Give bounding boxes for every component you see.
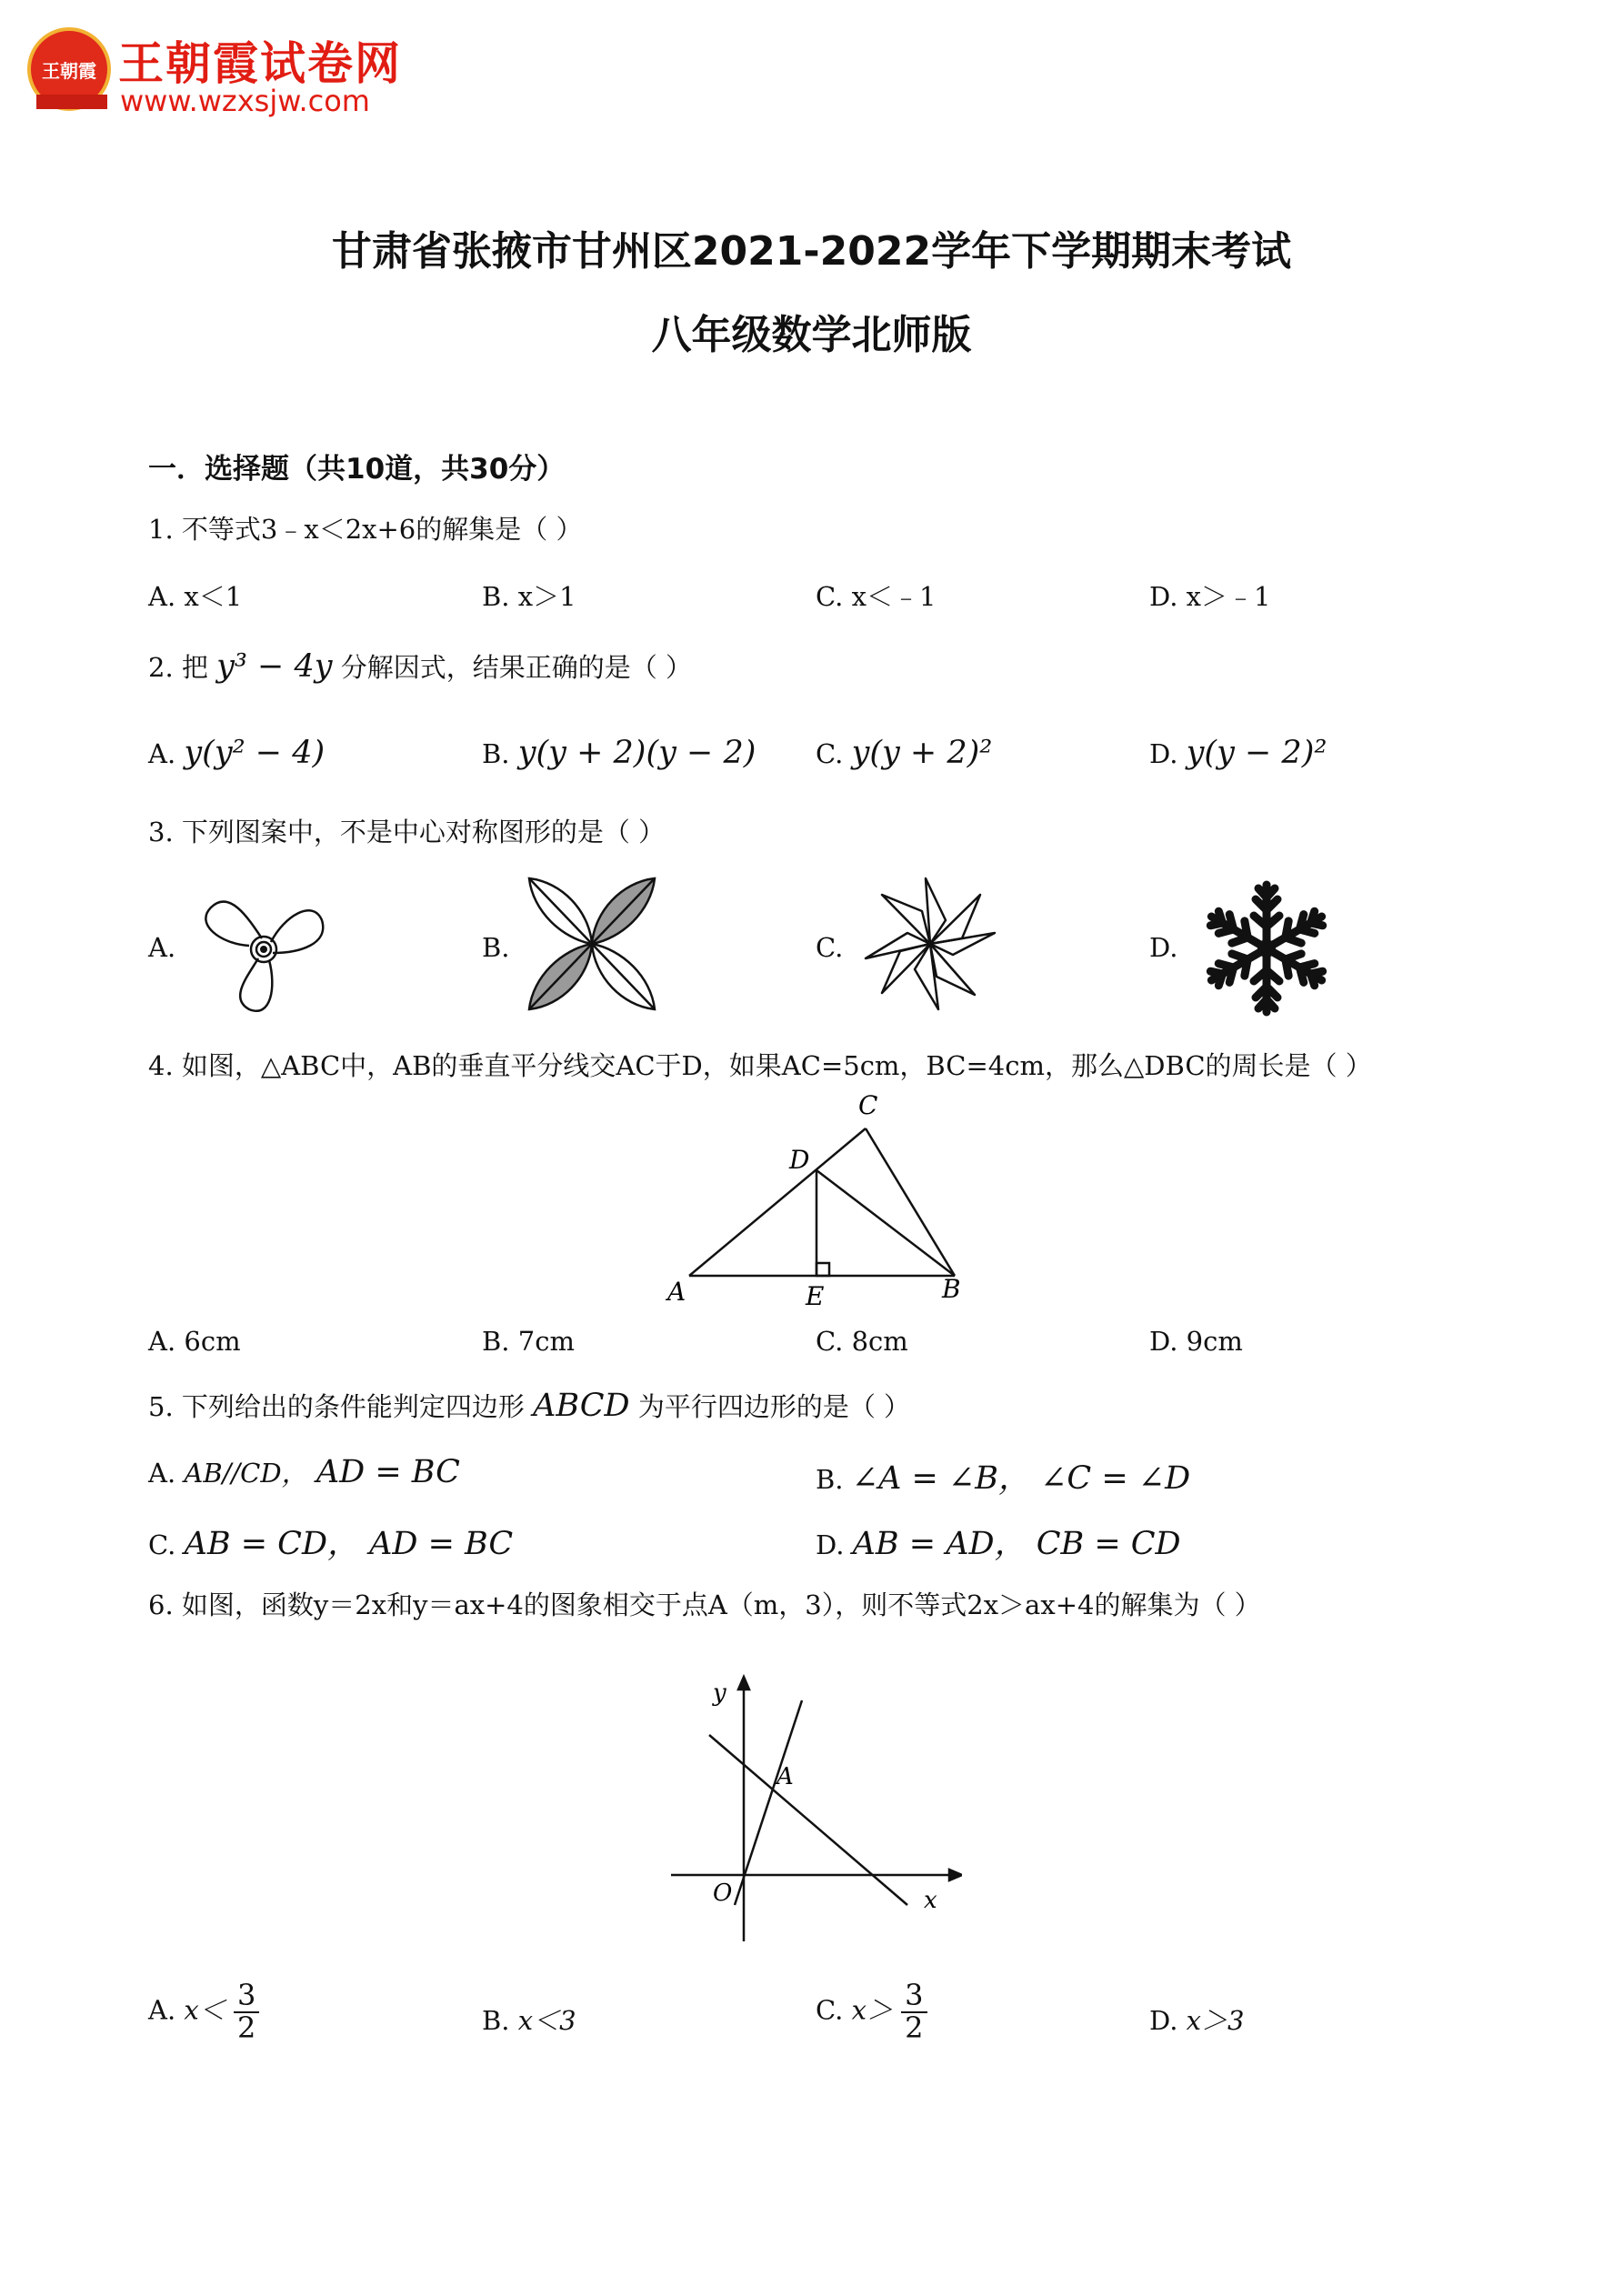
q5-stem-prefix: 5. 下列给出的条件能判定四边形 — [148, 1391, 525, 1422]
page-title: 甘肃省张掖市甘州区2021-2022学年下学期期末考试 — [331, 228, 1292, 275]
q5-stem-suffix: 为平行四边形的是（ ） — [637, 1391, 911, 1422]
four-petal-icon — [526, 875, 658, 1013]
q4-option-c: C. 8cm — [816, 1326, 908, 1357]
segment-ac — [689, 1128, 866, 1276]
q2-option-b — [482, 735, 756, 771]
fraction-numerator: 3 — [234, 1980, 259, 2013]
q2-option-a-letter: A. — [148, 738, 176, 769]
label-origin: O — [713, 1880, 733, 1907]
q2-option-b-letter: B. — [482, 738, 510, 769]
label-d: D — [789, 1145, 810, 1175]
q5-option-c-math: AB = CD， AD = BC — [184, 1526, 514, 1562]
label-point-a: A — [776, 1763, 794, 1790]
label-a: A — [667, 1277, 686, 1307]
q2-option-a — [148, 735, 325, 771]
question-4-stem: 4. 如图，△ABC中，AB的垂直平分线交AC于D，如果AC=5cm，BC=4cm，那么△DBC的周长是（ ） — [148, 1050, 1372, 1081]
q3-option-b-letter: B. — [482, 932, 510, 963]
q5-option-d-math: AB = AD， CB = CD — [852, 1526, 1181, 1562]
q5-option-d — [816, 1519, 1181, 1564]
q5-stem-math: ABCD — [533, 1388, 630, 1424]
question-2-stem — [148, 647, 692, 685]
label-b: B — [942, 1274, 961, 1304]
q2-option-c-math: y(y + 2)² — [851, 735, 993, 771]
logo-ribbon — [36, 95, 107, 109]
snowflake-icon — [1198, 880, 1335, 1017]
q2-option-d-letter: D. — [1149, 738, 1178, 769]
q5-option-b-letter: B. — [816, 1464, 844, 1495]
q6-option-c-letter: C. — [816, 1994, 844, 2026]
q6-option-c — [816, 1980, 927, 2043]
q1-option-c: C. x＜﹣1 — [816, 581, 937, 612]
segment-cb — [866, 1128, 955, 1276]
q3-option-c-letter: C. — [816, 932, 844, 963]
q6-option-c-prefix: x＞ — [851, 1994, 893, 2026]
q6-option-c-fraction — [901, 1980, 927, 2043]
q5-option-a-math: AD = BC — [316, 1454, 460, 1490]
fraction-numerator: 3 — [901, 1980, 927, 2013]
q5-option-a-letter: A. — [148, 1458, 176, 1489]
q1-option-d: D. x＞﹣1 — [1149, 581, 1271, 612]
q1-option-b: B. x＞1 — [482, 581, 576, 612]
q3-option-a-letter: A. — [148, 932, 176, 963]
q2-stem-math: y³ − 4y — [216, 648, 333, 685]
q2-option-d — [1149, 735, 1327, 771]
q2-option-c — [816, 735, 992, 771]
page-subtitle: 八年级数学北师版 — [651, 312, 972, 358]
q6-option-a — [148, 1980, 259, 2043]
q6-option-b — [482, 2000, 576, 2038]
y-axis-arrow — [738, 1677, 749, 1689]
q5-option-a-text: AB//CD， — [184, 1458, 308, 1489]
q2-stem-suffix: 分解因式，结果正确的是（ ） — [340, 652, 692, 683]
question-3-stem: 3. 下列图案中，不是中心对称图形的是（ ） — [148, 817, 666, 847]
logo-name: 王朝霞试卷网 — [118, 37, 402, 90]
question-6-stem: 6. 如图，函数y＝2x和y＝ax+4的图象相交于点A（m，3），则不等式2x＞ax+4的解集为（ ） — [148, 1589, 1261, 1620]
q6-option-b-text: x＜3 — [517, 2005, 576, 2036]
label-y-axis: y — [713, 1679, 726, 1707]
logo-url: www.wzxsjw.com — [120, 84, 370, 118]
q6-option-d — [1149, 2000, 1244, 2038]
pinwheel-icon — [862, 875, 998, 1013]
fraction-denominator: 2 — [236, 2010, 256, 2045]
q6-option-d-text: x＞3 — [1186, 2005, 1245, 2036]
q2-option-d-math: y(y − 2)² — [1186, 735, 1327, 771]
q6-option-a-letter: A. — [148, 1994, 176, 2026]
label-e: E — [806, 1281, 825, 1309]
q6-option-d-letter: D. — [1149, 2005, 1178, 2036]
line-y-ax-plus-4 — [709, 1735, 907, 1905]
q2-stem-prefix: 2. 把 — [148, 652, 208, 683]
q4-option-d: D. 9cm — [1149, 1326, 1243, 1357]
q6-option-a-fraction — [234, 1980, 259, 2043]
q1-option-a: A. x＜1 — [148, 581, 243, 612]
q4-option-b: B. 7cm — [482, 1326, 575, 1357]
question-5-stem — [148, 1387, 910, 1424]
x-axis-arrow — [949, 1870, 962, 1880]
fan-blade-icon — [193, 880, 331, 1017]
q2-option-c-letter: C. — [816, 738, 844, 769]
segment-db — [817, 1170, 955, 1276]
q5-option-d-letter: D. — [816, 1529, 845, 1560]
q2-option-b-math: y(y + 2)(y − 2) — [517, 735, 756, 771]
fraction-denominator: 2 — [905, 2010, 924, 2045]
q6-option-b-letter: B. — [482, 2005, 510, 2036]
q5-option-b-math: ∠A = ∠B， ∠C = ∠D — [851, 1460, 1191, 1497]
question-1-stem: 1. 不等式3﹣x＜2x+6的解集是（ ） — [148, 514, 583, 545]
label-c: C — [858, 1090, 878, 1120]
label-x-axis: x — [924, 1887, 937, 1914]
q5-option-b — [816, 1453, 1190, 1499]
q3-option-d-letter: D. — [1149, 932, 1178, 963]
q5-option-c-letter: C. — [148, 1529, 176, 1560]
logo-seal-text: 王朝霞 — [42, 60, 96, 82]
q4-option-a: A. 6cm — [148, 1326, 241, 1357]
q5-option-c — [148, 1519, 513, 1564]
q6-option-a-prefix: x＜ — [184, 1994, 225, 2026]
q4-triangle-figure — [655, 1087, 973, 1309]
q6-graph-figure — [662, 1673, 962, 1946]
q5-option-a — [148, 1453, 460, 1490]
right-angle-mark — [817, 1263, 829, 1276]
q2-option-a-math: y(y² − 4) — [184, 735, 326, 771]
section-heading: 一．选择题（共10道，共30分） — [148, 453, 566, 486]
